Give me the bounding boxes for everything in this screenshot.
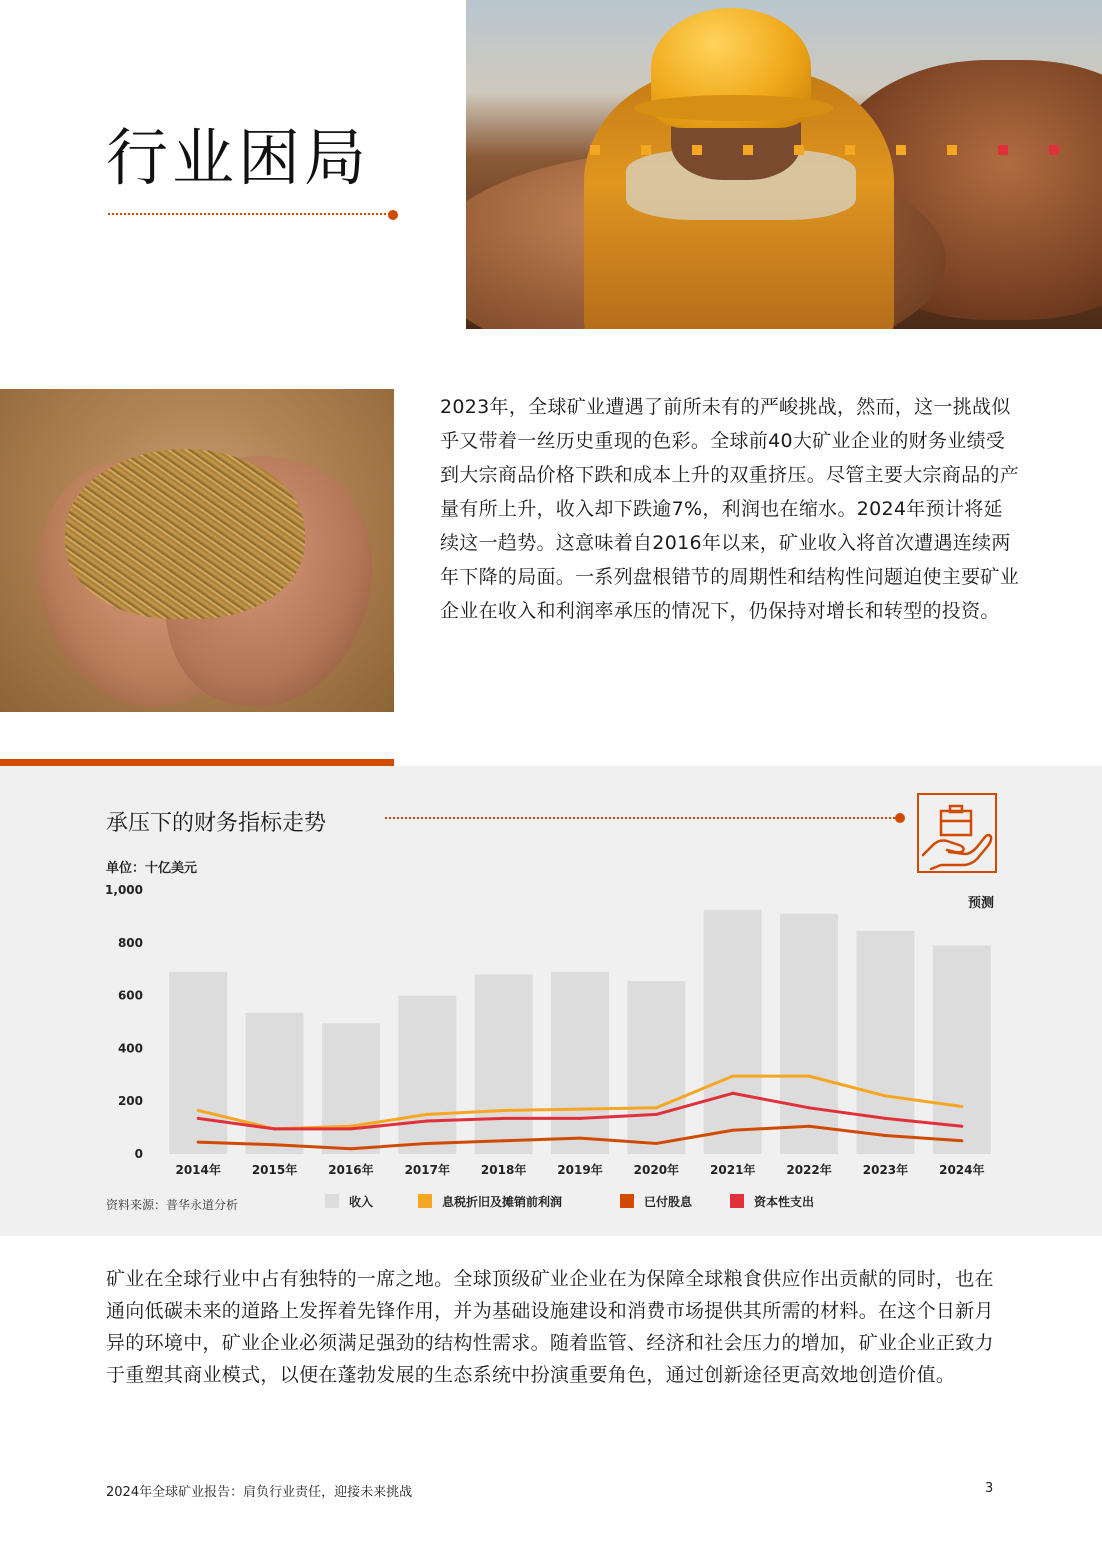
y-tick-label: 1,000 — [105, 883, 143, 897]
series-point — [808, 1106, 811, 1109]
x-tick-label: 2014年 — [175, 1163, 221, 1177]
series-point — [349, 1147, 352, 1150]
series-point — [960, 1105, 963, 1108]
decorative-square — [743, 145, 753, 155]
decorative-square-row — [590, 145, 1060, 157]
x-tick-label: 2017年 — [404, 1163, 450, 1177]
decorative-square — [947, 145, 957, 155]
series-point — [655, 1113, 658, 1116]
legend-item-revenue — [325, 1193, 373, 1209]
y-tick-label: 800 — [117, 935, 143, 950]
series-point — [197, 1117, 200, 1120]
series-point — [960, 1125, 963, 1128]
legend-swatch — [418, 1194, 432, 1208]
legend-label: 已付股息 — [644, 1194, 693, 1209]
decorative-square — [896, 145, 906, 155]
series-point — [426, 1142, 429, 1145]
revenue-bar — [704, 910, 762, 1154]
revenue-bar — [475, 974, 533, 1154]
legend-label: 息税折旧及摊销前利润 — [442, 1194, 563, 1209]
series-point — [884, 1134, 887, 1137]
x-tick-label: 2023年 — [862, 1163, 909, 1177]
legend-item-capex — [730, 1193, 814, 1209]
grain-in-hands-image — [0, 389, 394, 712]
series-point — [579, 1117, 582, 1120]
series-point — [502, 1109, 505, 1112]
series-point — [273, 1143, 276, 1146]
x-tick-label: 2015年 — [251, 1163, 298, 1177]
revenue-bar — [169, 972, 227, 1154]
legend-label: 收入 — [349, 1194, 374, 1209]
footer-report-title: 2024年全球矿业报告：肩负行业责任，迎接未来挑战 — [106, 1485, 413, 1500]
chart-section-accent-bar — [0, 759, 394, 766]
title-dotted-rule — [108, 210, 398, 218]
series-point — [960, 1139, 963, 1142]
x-tick-label: 2024年 — [939, 1163, 985, 1177]
forecast-label: 预测 — [968, 896, 995, 911]
series-point — [197, 1109, 200, 1112]
series-point — [502, 1117, 505, 1120]
body-paragraph: 矿业在全球行业中占有独特的一席之地。全球顶级矿业企业在为保障全球粮食供应作出贡献的同时，也在通向低碳未来的道路上发挥着先锋作用，并为基础设施建设和消费市场提供其所需的材料。在这个日新月异的环境中，矿业企业必须满足强劲的结构性需求。随着监管、经济和社会压力的增加，矿业企业正致力于重塑其商业模式，以便在蓬勃发展的生态系统中扮演重要角色，通过创新途径更高效地创造价值。 — [106, 1268, 994, 1386]
intro-paragraph: 2023年，全球矿业遭遇了前所未有的严峻挑战，然而，这一挑战似乎又带着一丝历史重现的色彩。全球前40大矿业企业的财务业绩受到大宗商品价格下跌和成本上升的双重挤压。尽管主要大宗商品的产量有所上升，收入却下跌逾7%，利润也在缩水。2024年预计将延续这一趋势。这意味着自2016年以来，矿业收入将首次遭遇连续两年下降的局面。一系列盘根错节的周期性和结构性问题迫使主要矿业企业在收入和利润率承压的情况下，仍保持对增长和转型的投资。 — [440, 396, 1020, 622]
series-point — [731, 1129, 734, 1132]
y-tick-label: 600 — [117, 988, 143, 1003]
x-tick-label: 2022年 — [786, 1163, 832, 1177]
chart-title-dotted-rule — [385, 813, 905, 823]
series-point — [655, 1106, 658, 1109]
series-point — [731, 1075, 734, 1078]
series-point — [426, 1113, 429, 1116]
series-point — [808, 1075, 811, 1078]
series-point — [884, 1117, 887, 1120]
revenue-bar — [627, 981, 685, 1154]
x-tick-label: 2018年 — [480, 1163, 527, 1177]
legend-swatch — [620, 1194, 634, 1208]
x-tick-label: 2021年 — [710, 1163, 756, 1177]
decorative-square — [998, 145, 1008, 155]
decorative-square — [692, 145, 702, 155]
revenue-bar — [246, 1013, 304, 1154]
revenue-bar — [551, 972, 609, 1154]
financial-metrics-chart — [100, 880, 1100, 1180]
series-point — [731, 1092, 734, 1095]
y-tick-label: 400 — [117, 1041, 143, 1056]
page-title: 行业困局 — [106, 121, 371, 194]
series-point — [579, 1108, 582, 1111]
series-point — [884, 1094, 887, 1097]
series-point — [349, 1127, 352, 1130]
series-point — [197, 1141, 200, 1144]
decorative-square — [590, 145, 600, 155]
hero-image-mine-worker — [466, 0, 1102, 329]
series-point — [808, 1125, 811, 1128]
legend-swatch — [730, 1194, 744, 1208]
decorative-square — [845, 145, 855, 155]
series-point — [579, 1137, 582, 1140]
revenue-bar — [322, 1023, 380, 1154]
decorative-square — [794, 145, 804, 155]
briefcase-in-hand-icon — [917, 793, 997, 873]
decorative-square — [641, 145, 651, 155]
revenue-bar — [780, 914, 838, 1154]
revenue-bar — [398, 996, 456, 1154]
legend-swatch — [325, 1194, 339, 1208]
legend-item-ebitda — [418, 1193, 562, 1209]
series-point — [273, 1127, 276, 1130]
x-tick-label: 2019年 — [557, 1163, 603, 1177]
x-tick-label: 2020年 — [633, 1163, 680, 1177]
decorative-square — [1049, 145, 1059, 155]
x-tick-label: 2016年 — [328, 1163, 374, 1177]
series-point — [502, 1139, 505, 1142]
series-point — [655, 1142, 658, 1145]
legend-label: 资本性支出 — [754, 1194, 815, 1209]
series-point — [426, 1120, 429, 1123]
y-tick-label: 0 — [134, 1147, 143, 1161]
chart-units-label: 单位：十亿美元 — [106, 861, 198, 876]
page-number: 3 — [985, 1481, 994, 1496]
legend-item-dividends — [620, 1193, 692, 1209]
chart-source: 资料来源：普华永道分析 — [106, 1198, 239, 1212]
chart-title: 承压下的财务指标走势 — [106, 811, 327, 836]
y-tick-label: 200 — [117, 1094, 143, 1109]
